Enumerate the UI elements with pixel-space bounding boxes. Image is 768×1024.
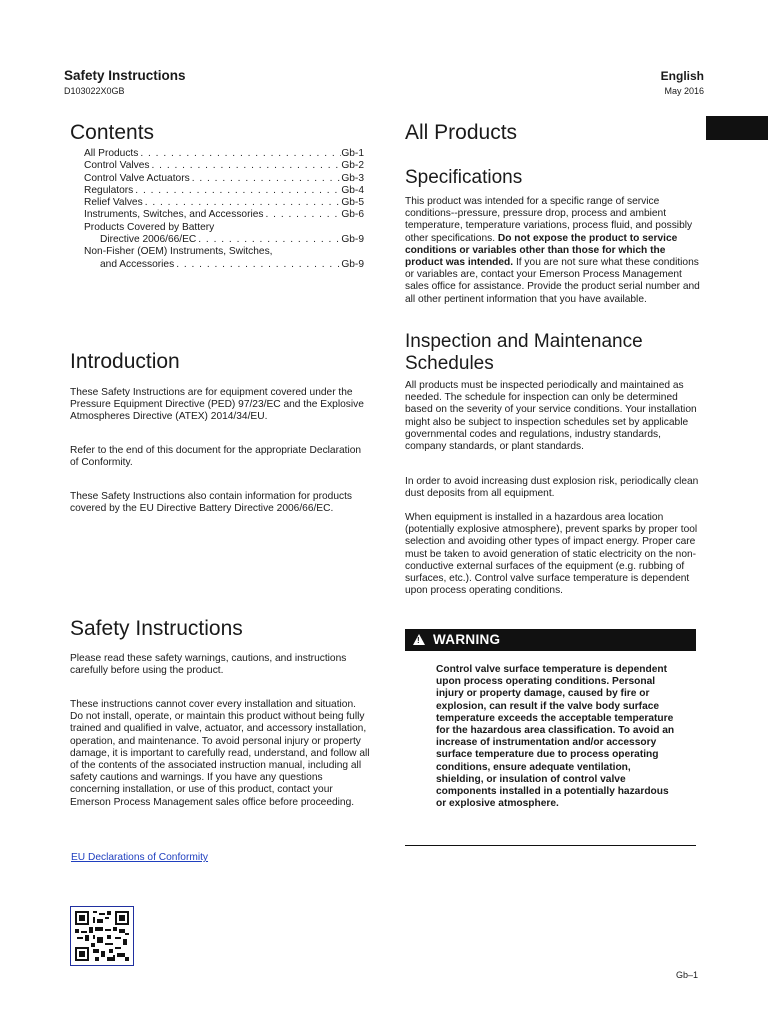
inspection-paragraph: All products must be inspected periodically and maintained as needed. The schedule for inspection can only be determined based on the severity of your service conditions. Your installation might also be subject to inspection schedules set by applicable governmental codes and regulations, industry standards, company standards, or plant standards.	[405, 380, 697, 453]
qr-code-icon	[71, 907, 133, 965]
all-products-heading: All Products	[405, 121, 518, 144]
warning-banner: ! WARNING	[405, 629, 696, 651]
contents-heading: Contents	[70, 121, 155, 144]
inspection-heading: Inspection and Maintenance Schedules	[405, 331, 643, 374]
intro-paragraph: These Safety Instructions also contain information for products covered by the EU Directive Battery Directive 2006/66/EC.	[70, 491, 352, 515]
page-number: Gb–1	[675, 970, 698, 980]
table-of-contents	[84, 148, 364, 271]
doc-number: D103022X0GB	[64, 86, 125, 96]
intro-paragraph: Refer to the end of this document for the appropriate Declaration of Conformity.	[70, 445, 362, 469]
specifications-paragraph: This product was intended for a specific range of service conditions--pressure, pressure drop, process and ambient temperature, temperature variations, process fluid, and possibly other specifications. Do not expose the product to service conditions or variables other than those for which the product was intended. If you are not sure what these conditions or variables are, contact your Emerson Process Management sales office for assistance. Provide the product serial number and all other pertinent information that you have available.	[405, 196, 700, 305]
safety-paragraph: These instructions cannot cover every installation and situation. Do not install, operate, or maintain this product without being fully trained and qualified in valve, actuator, and accessory installation, operation, and maintenance. To avoid personal injury or property damage, it is important to carefully read, understand, and follow all of the contents of the associated instruction manual, including all safety cautions and warnings. If you have any questions concerning installation, or use of this product, contact your Emerson Process Management sales office before proceeding.	[70, 699, 370, 808]
warning-label: WARNING	[433, 632, 501, 647]
safety-paragraph: Please read these safety warnings, cautions, and instructions carefully before using the product.	[70, 653, 347, 677]
toc-item[interactable]: Relief Valves . . . Gb-5	[84, 197, 364, 209]
toc-item[interactable]: Instruments, Switches, and Accessories . . . Gb-6	[84, 209, 364, 221]
toc-item[interactable]: Products Covered by Battery	[84, 221, 215, 233]
introduction-heading: Introduction	[70, 350, 180, 373]
toc-item[interactable]: Non-Fisher (OEM) Instruments, Switches,	[84, 246, 273, 258]
publish-date: May 2016	[664, 86, 704, 96]
intro-paragraph: These Safety Instructions are for equipment covered under the Pressure Equipment Directive (PED) 97/23/EC and the Explosive Atmospheres Directive (ATEX) 2014/34/EU.	[70, 387, 364, 423]
toc-item[interactable]: Directive 2006/66/EC . . . Gb-9	[84, 234, 364, 246]
specifications-heading: Specifications	[405, 167, 523, 188]
eu-declarations-link[interactable]: EU Declarations of Conformity	[71, 852, 209, 863]
toc-item[interactable]: All Products . . . Gb-1	[84, 148, 364, 160]
toc-item[interactable]: Control Valves . . . Gb-2	[84, 160, 364, 172]
warning-divider	[405, 845, 696, 846]
language-thumb-tab	[706, 116, 768, 140]
toc-item[interactable]: Regulators . . . Gb-4	[84, 185, 364, 197]
safety-instructions-heading: Safety Instructions	[70, 617, 243, 640]
toc-item[interactable]: and Accessories . . . Gb-9	[84, 259, 364, 271]
qr-code[interactable]	[70, 906, 134, 966]
toc-item[interactable]: Control Valve Actuators . . . Gb-3	[84, 173, 364, 185]
header-title: Safety Instructions	[64, 68, 186, 83]
warning-text: Control valve surface temperature is dependent upon process operating conditions. Personal injury or property damage, caused by fire or explosion, can result if the valve body surface temperature exceeds the acceptable temperature for the hazardous area classification. To avoid an increase of instrumentation and/or accessory surface temperature due to process operating conditions, ensure adequate ventilation, shielding, or insulation of control valve components installed in a potentially hazardous or explosive atmosphere.	[436, 664, 675, 810]
inspection-paragraph: In order to avoid increasing dust explosion risk, periodically clean dust deposits from all equipment.	[405, 476, 699, 500]
language-label: English	[660, 69, 704, 83]
inspection-paragraph: When equipment is installed in a hazardous area location (potentially explosive atmosphere), prevent sparks by proper tool selection and avoiding other types of impact energy. Proper care must be taken to avoid generation of static electricity on the non-conductive external surfaces of the equipment (e.g. rubbing of surfaces, etc.). Control valve surface temperature is dependent upon process operating conditions.	[405, 512, 698, 597]
